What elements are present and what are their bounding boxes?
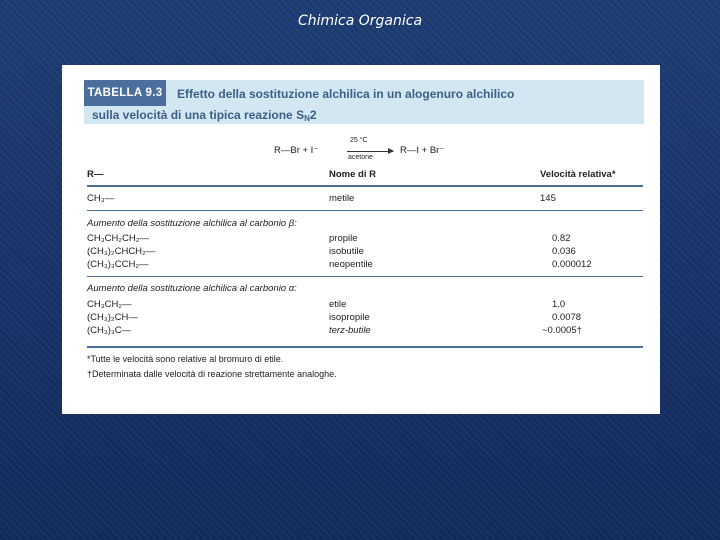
cell-r: (CH₃)₂CHCH₂—: [87, 246, 156, 257]
table-row: [87, 246, 642, 259]
header-velocity: Velocità relativa*: [540, 169, 616, 180]
reactants: R—Br + I⁻: [274, 145, 319, 156]
cell-r: CH₃CH₂—: [87, 299, 132, 310]
caption-line-2-suffix: 2: [309, 108, 317, 122]
caption-line-2-prefix: sulla velocità di una tipica reazione S: [92, 108, 305, 122]
cell-velocity: 0.82: [552, 233, 571, 244]
cell-name: neopentile: [329, 259, 373, 270]
products: R—I + Br⁻: [400, 145, 445, 156]
table-row: [87, 312, 642, 325]
caption-line-2: [92, 108, 317, 123]
reaction-solvent: acetone: [348, 154, 373, 161]
footnote: *Tutte le velocità sono relative al bromuro di etile.: [87, 354, 284, 364]
table-card: [62, 65, 660, 414]
cell-name: terz-butile: [329, 325, 371, 336]
cell-r: (CH₃)₃C—: [87, 325, 132, 336]
cell-r: CH₃—: [87, 193, 115, 204]
table-header: [87, 169, 642, 185]
caption-line-2-subscript: N: [304, 114, 310, 123]
cell-velocity: 1.0: [552, 299, 566, 310]
table-caption: [84, 80, 644, 124]
table-row: [87, 259, 642, 272]
row-divider: [87, 210, 643, 211]
table-bottom-rule: [87, 346, 643, 348]
caption-line-1: Effetto della sostituzione alchilica in un alogenuro alchilico: [177, 87, 515, 101]
reaction-arrow-icon: [347, 151, 393, 152]
reaction-equation: [62, 137, 660, 163]
table-caption-text: [177, 86, 637, 102]
section-label-beta: Aumento della sostituzione alchilica al carbonio β:: [87, 218, 297, 229]
table-row: [87, 233, 642, 246]
cell-velocity: 0.036: [552, 246, 576, 257]
table-row: [87, 325, 642, 338]
section-label-alpha: Aumento della sostituzione alchilica al carbonio α:: [87, 283, 297, 294]
cell-r: CH₃CH₂CH₂—: [87, 233, 149, 244]
cell-velocity: 0.0078: [552, 312, 582, 323]
cell-velocity: ~0.0005†: [542, 325, 582, 336]
cell-name: isobutile: [329, 246, 364, 257]
slide-title: Chimica Organica: [297, 13, 423, 29]
cell-name: isopropile: [329, 312, 370, 323]
cell-name: etile: [329, 299, 347, 310]
cell-name: metile: [329, 193, 355, 204]
section-divider: [87, 276, 643, 277]
cell-name: propile: [329, 233, 358, 244]
table-row: [87, 193, 642, 206]
footnote: †Determinata dalle velocità di reazione strettamente analoghe.: [87, 369, 337, 379]
header-r: R—: [87, 169, 104, 180]
header-divider: [87, 185, 643, 187]
cell-velocity: 145: [540, 193, 556, 204]
cell-velocity: 0.000012: [552, 259, 592, 270]
table-row: [87, 299, 642, 312]
header-name: Nome di R: [329, 169, 376, 180]
cell-r: (CH₃)₂CH—: [87, 312, 138, 323]
table-number-tag: TABELLA 9.3: [84, 80, 166, 106]
cell-r: (CH₃)₃CCH₂—: [87, 259, 149, 270]
reaction-temperature: 25 °C: [350, 137, 368, 144]
